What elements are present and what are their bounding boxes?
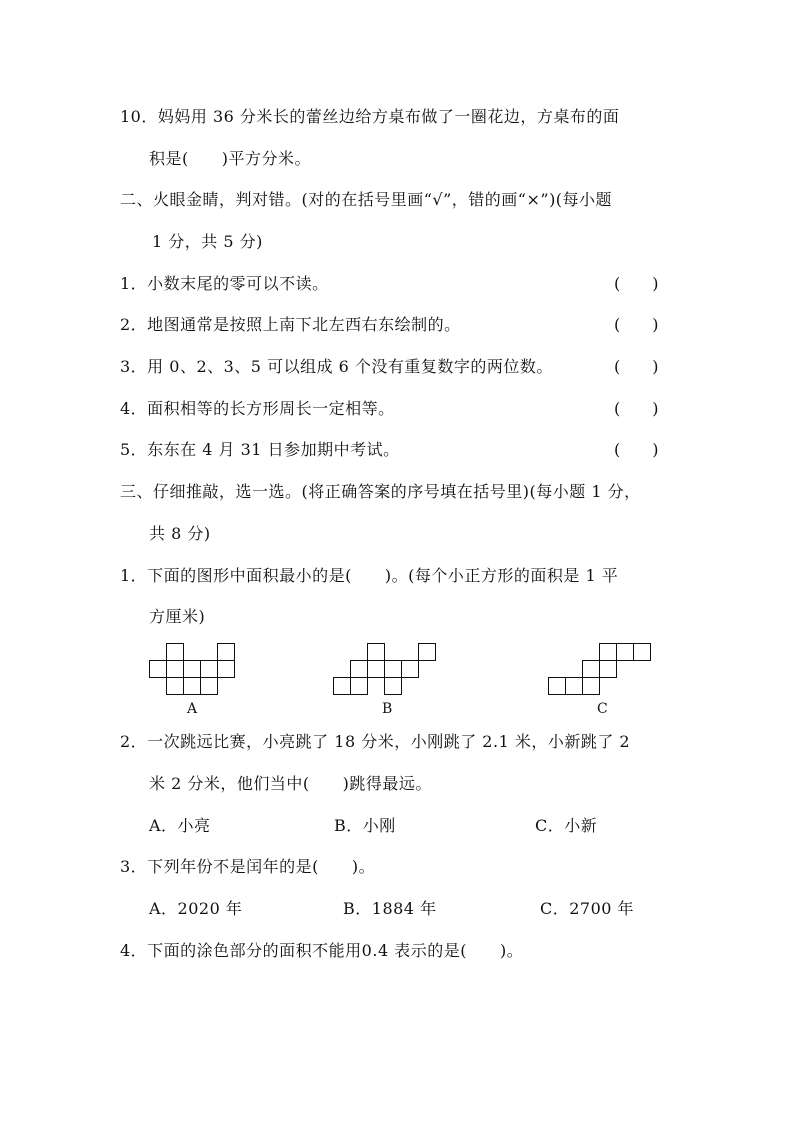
section3-heading-cont: 共 8 分) <box>149 524 211 543</box>
answer-paren-5[interactable]: ( ) <box>614 440 659 459</box>
q3-option-a: A．2020 年 <box>149 899 243 918</box>
judge-item-4: 4．面积相等的长方形周长一定相等。 <box>120 399 395 418</box>
section2-heading: 二、火眼金睛，判对错。(对的在括号里画“√”，错的画“×”)(每小题 <box>120 190 613 209</box>
choice-q2-line1: 2．一次跳远比赛，小亮跳了 18 分米，小刚跳了 2.1 米，小新跳了 2 <box>120 732 631 751</box>
judge-item-5: 5．东东在 4 月 31 日参加期中考试。 <box>120 440 400 459</box>
q2-option-a: A．小亮 <box>149 816 211 835</box>
answer-paren-3[interactable]: ( ) <box>614 357 659 376</box>
q2-option-c: C．小新 <box>535 816 598 835</box>
figure-a-label: A <box>187 701 198 717</box>
q3-option-b: B．1884 年 <box>343 899 437 918</box>
judge-item-2: 2．地图通常是按照上南下北左西右东绘制的。 <box>120 315 461 334</box>
q2-option-b: B．小刚 <box>334 816 396 835</box>
answer-paren-4[interactable]: ( ) <box>614 399 659 418</box>
judge-item-1: 1．小数末尾的零可以不读。 <box>120 274 329 293</box>
answer-paren-2[interactable]: ( ) <box>614 315 659 334</box>
section2-heading-cont: 1 分，共 5 分) <box>152 232 263 251</box>
q10-line2: 积是( )平方分米。 <box>149 149 311 168</box>
choice-q4-line1: 4．下面的涂色部分的面积不能用0.4 表示的是( )。 <box>120 941 524 960</box>
choice-q3-line1: 3．下列年份不是闰年的是( )。 <box>120 857 376 876</box>
section3-heading: 三、仔细推敲，选一选。(将正确答案的序号填在括号里)(每小题 1 分， <box>120 482 641 501</box>
grid-figure-b <box>333 643 437 695</box>
choice-q2-line2: 米 2 分米，他们当中( )跳得最远。 <box>149 774 432 793</box>
figure-b-label: B <box>382 701 393 717</box>
q10-line1: 10．妈妈用 36 分米长的蕾丝边给方桌布做了一圈花边，方桌布的面 <box>120 107 620 126</box>
answer-paren-1[interactable]: ( ) <box>614 274 659 293</box>
grid-figure-a <box>149 643 237 695</box>
q3-option-c: C．2700 年 <box>540 899 635 918</box>
judge-item-3: 3．用 0、2、3、5 可以组成 6 个没有重复数字的两位数。 <box>120 357 553 376</box>
choice-q1-line1: 1．下面的图形中面积最小的是( )。(每个小正方形的面积是 1 平 <box>120 566 619 585</box>
choice-q1-line2: 方厘米) <box>149 607 206 626</box>
figure-c-label: C <box>597 701 608 717</box>
grid-figure-c <box>548 643 652 695</box>
